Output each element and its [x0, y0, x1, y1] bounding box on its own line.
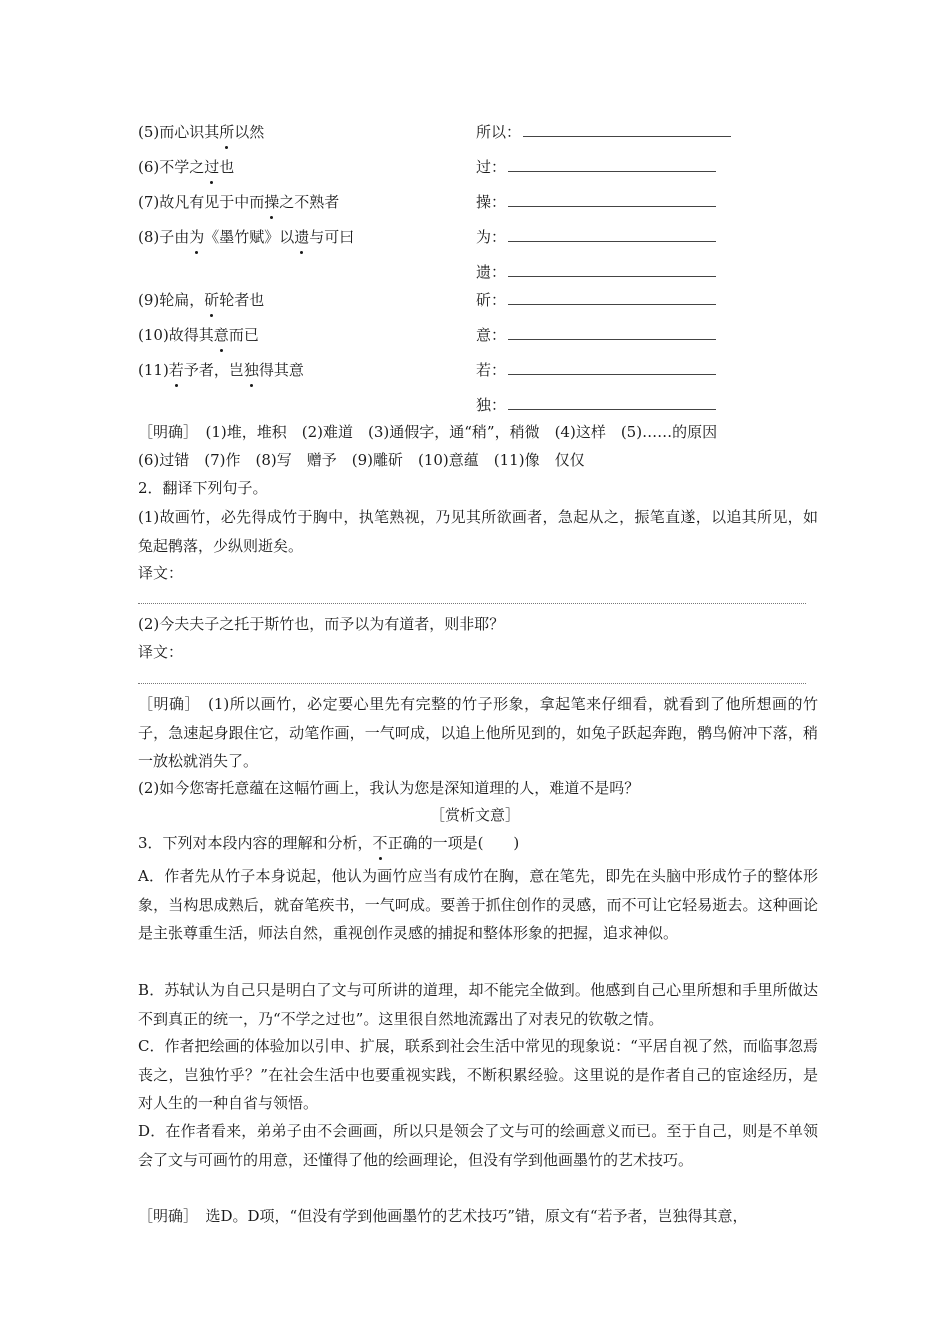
- emphasis-dot-char: 不: [373, 831, 388, 855]
- emphasis-dot-char: 若: [169, 358, 184, 382]
- answer-field-10[interactable]: 意：: [476, 323, 716, 347]
- vocab-key-line1: ［明确］ (1)堆，堆积 (2)难道 (3)通假字，通“稍”，稍微 (4)这样 (5)……的原因: [138, 423, 718, 441]
- translate-key-2: (2)如今您寄托意蕴在这幅竹画上，我认为您是深知道理的人，难道不是吗？: [138, 779, 640, 797]
- answer-blank: [508, 358, 716, 375]
- answer-blank: [508, 225, 716, 242]
- answer-field-11b[interactable]: 独：: [476, 393, 716, 417]
- translate-label-2: 译文：: [138, 643, 184, 661]
- answer-field-8a[interactable]: 为：: [476, 225, 716, 249]
- emphasis-dot-char: 斫: [204, 288, 219, 312]
- answer-field-8b[interactable]: 遗：: [476, 260, 716, 284]
- answer-line-1[interactable]: [138, 603, 806, 604]
- translate-heading: 2．翻译下列句子。: [138, 479, 268, 497]
- section-title: ［赏析文意］: [429, 806, 520, 824]
- translate-label-1: 译文：: [138, 564, 184, 582]
- vocab-key-line2: (6)过错 (7)作 (8)写 赠予 (9)雕斫 (10)意蕴 (11)像 仅仅: [138, 451, 585, 469]
- vocab-item-5: (5)而心识其所以然: [138, 120, 264, 144]
- translate-question-2: (2)今夫夫子之托于斯竹也，而予以为有道者，则非耶？: [138, 615, 505, 633]
- vocab-item-10: (10)故得其意而已: [138, 323, 259, 347]
- option-a[interactable]: A．作者先从竹子本身说起，他认为画竹应当有成竹在胸，意在笔先，即先在头脑中形成竹子的整体形象，当构思成熟后，就奋笔疾书，一气呵成。要善于抓住创作的灵感，而不可让它轻易逝去。这种画论是主张尊重生活，师法自然，重视创作灵感的捕捉和整体形象的把握，追求神似。: [138, 867, 818, 942]
- emphasis-dot-char: 操: [264, 190, 279, 214]
- option-b[interactable]: B．苏轼认为自己只是明白了文与可所讲的道理，却不能完全做到。他感到自己心里所想和手里所做达不到真正的统一，乃“不学之过也”。这里很自然地流露出了对表兄的钦敬之情。: [138, 981, 818, 1028]
- option-d[interactable]: D．在作者看来，弟弟子由不会画画，所以只是领会了文与可的绘画意义而已。至于自己，则是不单领会了文与可画竹的用意，还懂得了他的绘画理论，但没有学到他画墨竹的艺术技巧。: [138, 1122, 818, 1169]
- answer-line-2[interactable]: [138, 683, 806, 684]
- answer-blank: [508, 323, 716, 340]
- emphasis-dot-char: 独: [244, 358, 259, 382]
- answer-blank: [508, 155, 716, 172]
- translate-question-1: (1)故画竹，必先得成竹于胸中，执笔熟视，乃见其所欲画者，急起从之，振笔直遂，以追其所见，如兔起鹘落，少纵则逝矣。: [138, 508, 818, 555]
- answer-blank: [508, 190, 716, 207]
- answer-blank: [508, 288, 716, 305]
- emphasis-dot-char: 意: [214, 323, 229, 347]
- translate-key-1: ［明确］ (1)所以画竹，必定要心里先有完整的竹子形象，拿起笔来仔细看，就看到了他所想画的竹子，急速起身跟住它，动笔作画，一气呵成，以追上他所见到的，如兔子跃起奔跑，鹘鸟俯冲下落，稍一放松就消失了。: [138, 695, 818, 770]
- answer-blank: [508, 393, 716, 410]
- answer-field-7[interactable]: 操：: [476, 190, 716, 214]
- emphasis-dot-char: 遗: [294, 225, 309, 249]
- question-3-key: ［明确］ 选D。D项，“但没有学到他画墨竹的艺术技巧”错，原文有“若予者，岂独得其意，: [138, 1207, 748, 1225]
- vocab-item-8: (8)子由为《墨竹赋》以遗与可曰: [138, 225, 354, 249]
- emphasis-dot-char: 过: [204, 155, 219, 179]
- answer-field-11a[interactable]: 若：: [476, 358, 716, 382]
- vocab-item-11: (11)若予者，岂独得其意: [138, 358, 304, 382]
- question-3: 3．下列对本段内容的理解和分析，不正确的一项是( ): [138, 831, 519, 855]
- answer-field-5[interactable]: 所以：: [476, 120, 731, 144]
- option-c[interactable]: C．作者把绘画的体验加以引申、扩展，联系到社会生活中常见的现象说：“平居自视了然，而临事忽焉丧之，岂独竹乎？”在社会生活中也要重视实践，不断积累经验。这里说的是作者自己的宦途经历，是对人生的一种自省与领悟。: [138, 1037, 818, 1112]
- answer-field-6[interactable]: 过：: [476, 155, 716, 179]
- vocab-item-7: (7)故凡有见于中而操之不熟者: [138, 190, 339, 214]
- emphasis-dot-char: 为: [189, 225, 204, 249]
- answer-blank: [508, 260, 716, 277]
- vocab-item-6: (6)不学之过也: [138, 155, 234, 179]
- answer-blank: [523, 120, 731, 137]
- emphasis-dot-char: 所: [219, 120, 234, 144]
- vocab-item-9: (9)轮扁，斫轮者也: [138, 288, 264, 312]
- answer-field-9[interactable]: 斫：: [476, 288, 716, 312]
